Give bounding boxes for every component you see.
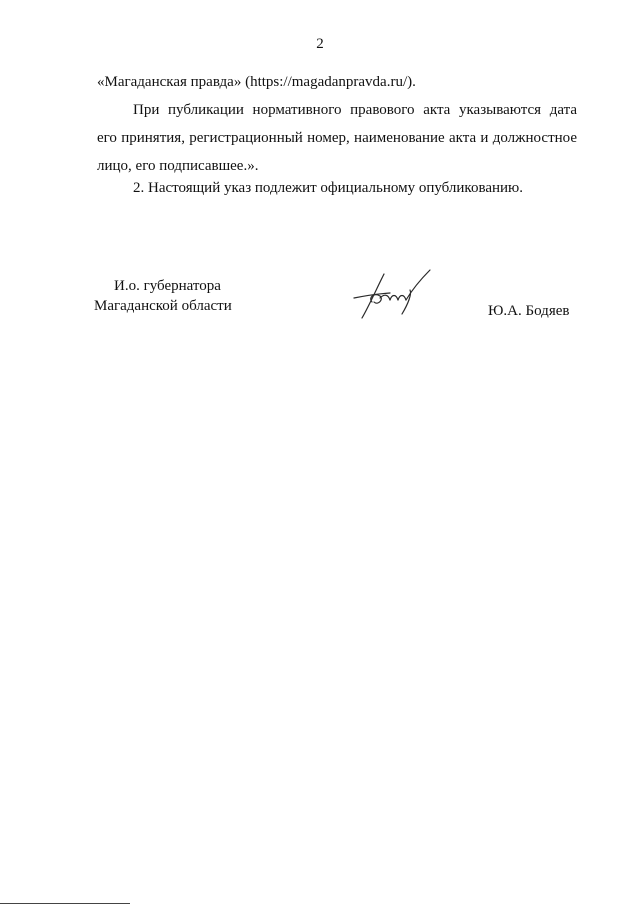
footer-rule (0, 903, 130, 904)
page-number: 2 (316, 36, 324, 52)
paragraph-publication-requirements (97, 96, 577, 180)
publication-line-2: его принятия, регистрационный номер, наименование акта и должностное (97, 130, 577, 146)
signatory-title (94, 276, 232, 316)
signatory-role-line-1: И.о. губернатора (114, 278, 221, 294)
paragraph-source-reference (97, 68, 577, 96)
handwritten-signature (350, 268, 440, 328)
paragraph-official-publication (97, 174, 577, 202)
signatory-role-line-2: Магаданской области (94, 298, 232, 314)
signer-name: Ю.А. Бодяев (488, 303, 570, 319)
source-reference-text: «Магаданская правда» (https://magadanpravda.ru/). (97, 74, 416, 90)
official-publication-text: 2. Настоящий указ подлежит официальному опубликованию. (133, 180, 524, 196)
publication-line-3: лицо, его подписавшее.». (97, 158, 259, 174)
publication-line-1: При публикации нормативного правового акта указываются дата (133, 102, 577, 118)
